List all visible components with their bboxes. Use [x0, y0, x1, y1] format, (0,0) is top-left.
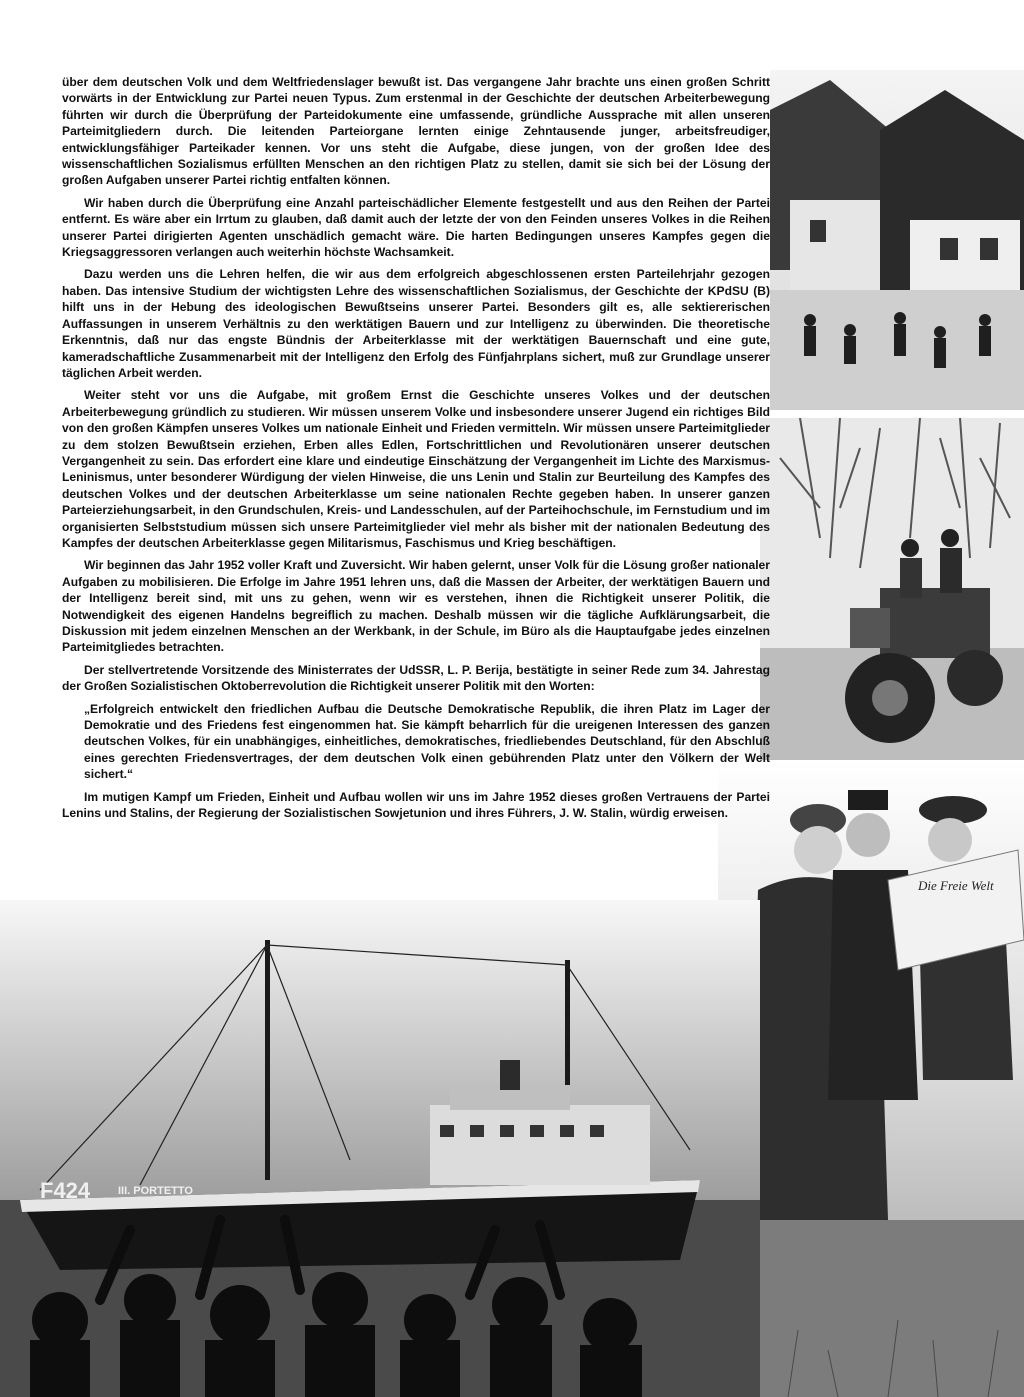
berija-quote: „Erfolgreich entwickelt den friedlichen Aufbau die Deutsche Demokratische Republik, die ihren Platz im Lager der Demokratie und des Friedens fest eingenommen hat. Sie kämpft beharrlich für die ureigenen Interessen des ganzen deutschen Volkes, für ein unabhängiges, einheitliches, demokratisches, friedliebendes Deutschland, für den Abschluß eines gerechten Friedensvertrages, der dem deutschen Volk einen gebührenden Platz unter den Völkern der Welt sichert.“	[84, 701, 770, 782]
ship-photo	[0, 900, 760, 1397]
article-paragraph: Weiter steht vor uns die Aufgabe, mit großem Ernst die Geschichte unseres Volkes und der deutschen Arbeiterbewegung gründlich zu studieren. Wir müssen unserem Volke und insbesondere unserer Jugend ein richtiges Bild von den großen Kämpfen unseres Volkes um nationale Einheit und Frieden vermitteln. Wir müssen unsere Parteimitglieder zu dem stolzen Bewußtsein erziehen, Erben alles Edlen, Fortschrittlichen und Revolutionären unserer deutschen Vergangenheit zu sein. Das erfordert eine klare und eindeutige Einschätzung der Vergangenheit im Lichte des Marxismus-Leninismus, unter besonderer Würdigung der vielen Hinweise, die uns Lenin und Stalin zur Beurteilung des Kampfes des deutschen Volkes und der deutschen Arbeiterklasse um seine nationalen Rechte gegeben haben. In unserer ganzen Parteierziehungsarbeit, in den Grundschulen, Kreis- und Landesschulen, auf der Parteihochschule, im Fernstudium und im organisierten Selbststudium müssen sich unsere Parteimitglieder viel mehr als bisher mit der nationalen Bedeutung des Kampfes der deutschen Arbeiterklasse gegen Militarismus, Faschismus und Krieg beschäftigen.	[62, 388, 770, 550]
article-paragraph: Der stellvertretende Vorsitzende des Ministerrates der UdSSR, L. P. Berija, bestätigte in seiner Rede zum 34. Jahrestag der Großen Sozialistischen Oktoberrevolution die Richtigkeit unserer Politik mit den Worten:	[62, 662, 770, 694]
newspaper-masthead: Die Freie Welt	[918, 878, 994, 893]
article-paragraph: über dem deutschen Volk und dem Weltfriedenslager bewußt ist. Das vergangene Jahr brachte uns einen großen Schritt vorwärts in der Entwicklung zur Partei neuen Typus. Zum erstenmal in der Geschichte der deutschen Arbeiterbewegung führten wir durch die Überprüfung der Parteidokumente eine umfassende, gründliche Aussprache mit allen unseren Parteimitgliedern durch. Die leitenden Parteiorgane lernten einige Zehntausende junger, arbeitsfreudiger, entwicklungsfähiger Parteikader kennen. Vor uns steht die Aufgabe, diese jungen, von der großen Idee des wissenschaftlichen Sozialismus erfüllten Menschen an den richtigen Platz zu stellen, damit sie sich bei der Lösung der großen Aufgaben unserer Partei richtig entfalten können.	[62, 75, 770, 188]
tractor-photo	[760, 418, 1024, 768]
article-paragraph: Dazu werden uns die Lehren helfen, die wir aus dem erfolgreich abgeschlossenen ersten Parteilehrjahr gezogen haben. Das intensive Studium der wichtigsten Lehre des wissenschaftlichen Sozialismus, der Geschichte der KPdSU (B) hilft uns in der Hebung des ideologischen Bewußtseins unserer Partei. Besonders gilt es, alle sektiererischen Auffassungen in unserem Verhältnis zu den werktätigen Bauern und zur Intelligenz zu überwinden. Die theoretische Erkenntnis, daß nur das engste Bündnis der Arbeiterklasse mit der werktätigen Bauernschaft und eine gute, kameradschaftliche Zusammenarbeit mit der Intelligenz den Erfolg des Fünfjahrplans sichert, muß zur Grundlage unserer täglichen Arbeit werden.	[62, 267, 770, 380]
article-body	[62, 74, 770, 827]
ship-registration: F424	[40, 1178, 91, 1203]
men-reading-photo	[718, 760, 1024, 1397]
ship-name: III. PORTETTO	[118, 1185, 193, 1197]
article-paragraph: Wir beginnen das Jahr 1952 voller Kraft und Zuversicht. Wir haben gelernt, unser Volk für die Lösung großer nationaler Aufgaben zu mobilisieren. Die Erfolge im Jahre 1951 lehren uns, daß die Massen der Arbeiter, der werktätigen Bauern und der Intelligenz bereit sind, mit uns zu gehen, wenn wir es verstehen, ihnen die Richtigkeit unserer Politik, die Notwendigkeit des eigenen Handelns begreiflich zu machen. Deshalb müssen wir die tägliche Aufklärungsarbeit, die Diskussion mit jedem einzelnen Menschen an der Werkbank, in der Schule, im Büro als die Hauptaufgabe jedes einzelnen Parteimitgliedes betrachten.	[62, 558, 770, 655]
village-photo	[770, 70, 1024, 410]
closing-paragraph: Im mutigen Kampf um Frieden, Einheit und Aufbau wollen wir uns im Jahre 1952 dieses großen Vertrauens der Partei Lenins und Stalins, der Regierung der Sozialistischen Sowjetunion und ihres Führers, J. W. Stalin, würdig erweisen.	[62, 789, 770, 821]
article-paragraph: Wir haben durch die Überprüfung eine Anzahl parteischädlicher Elemente festgestellt und aus den Reihen der Partei entfernt. Es wäre aber ein Irrtum zu glauben, daß damit auch der letzte der von den Feinden unseres Volkes in die Reihen unserer Partei dirigierten Agenten unschädlich gemacht wäre. Die harten Bedingungen unseres Kampfes gegen die Kriegsaggressoren verlangen auch weiterhin höchste Wachsamkeit.	[62, 195, 770, 260]
